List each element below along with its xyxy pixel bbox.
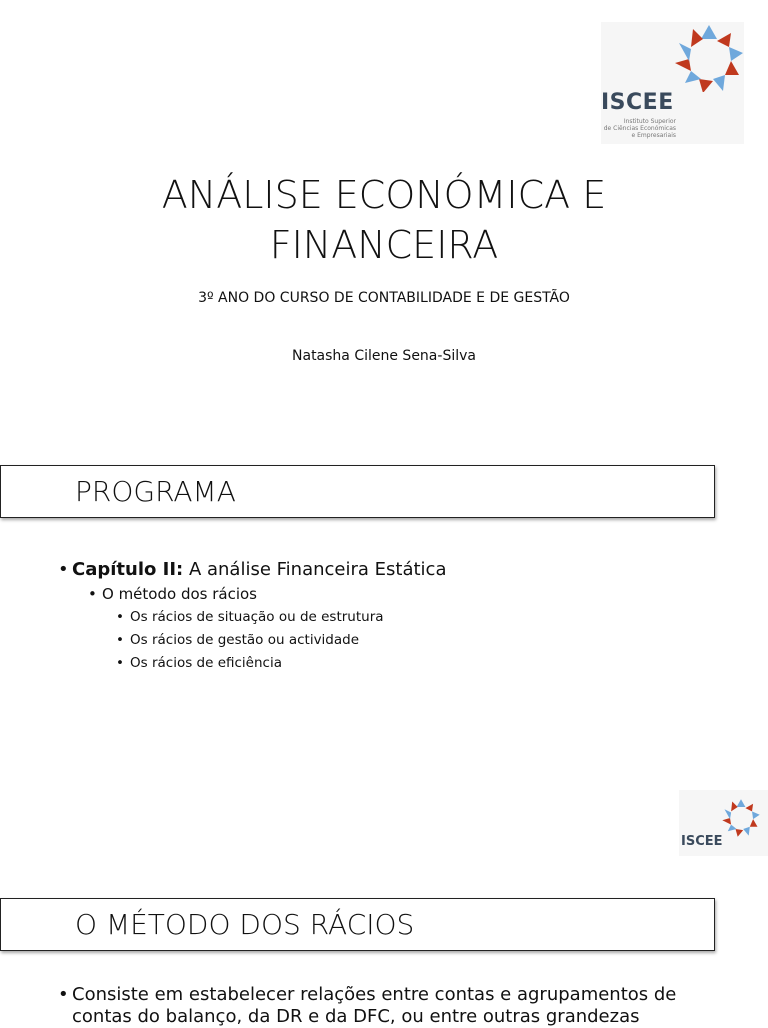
list-item: [58, 629, 748, 652]
section-header-programa: [0, 465, 715, 518]
iscee-logo: [601, 22, 744, 144]
list-item-label: Os rácios de eficiência: [130, 655, 282, 671]
logo-institution-line: Instituto Superior: [623, 118, 676, 125]
logo-wordmark: ISCEE: [601, 90, 674, 115]
list-item-label: Os rácios de situação ou de estrutura: [130, 609, 384, 625]
chapter-title: A análise Financeira Estática: [183, 559, 447, 580]
iscee-logo-small: [679, 790, 768, 856]
logo-institution-line: e Empresariais: [631, 132, 676, 139]
logo-wordmark: ISCEE: [681, 834, 723, 849]
list-item-label: Os rácios de gestão ou actividade: [130, 632, 360, 648]
title-line: FINANCEIRA: [269, 223, 499, 267]
presentation-title: [60, 170, 708, 270]
iscee-logo-mark-icon: [601, 22, 744, 92]
logo-institution-line: de Ciências Económicas: [603, 125, 676, 132]
section-title: O MÉTODO DOS RÁCIOS: [75, 908, 415, 941]
description-line: [58, 984, 718, 1006]
list-item: [58, 652, 748, 675]
metodo-description: [58, 984, 718, 1028]
list-item-label: O método dos rácios: [102, 585, 257, 603]
description-line: contas do balanço, da DR e da DFC, ou entre outras grandezas: [72, 1006, 640, 1027]
title-line: ANÁLISE ECONÓMICA E: [161, 173, 607, 217]
logo-institution-name: [601, 118, 676, 139]
list-item-chapter: [58, 558, 748, 582]
iscee-logo-mark-icon: [679, 790, 768, 840]
chapter-label: Capítulo II:: [72, 559, 184, 580]
section-header-metodo: [0, 898, 715, 951]
programa-bullet-list: [58, 558, 748, 675]
author-name: Natasha Cilene Sena-Silva: [292, 348, 476, 364]
list-item: [58, 606, 748, 629]
presentation-subtitle: 3º ANO DO CURSO DE CONTABILIDADE E DE GESTÃO: [198, 290, 570, 306]
list-item-method: [58, 582, 748, 606]
section-title: PROGRAMA: [75, 475, 236, 508]
description-text: Consiste em estabelecer relações entre contas e agrupamentos de: [72, 984, 677, 1005]
